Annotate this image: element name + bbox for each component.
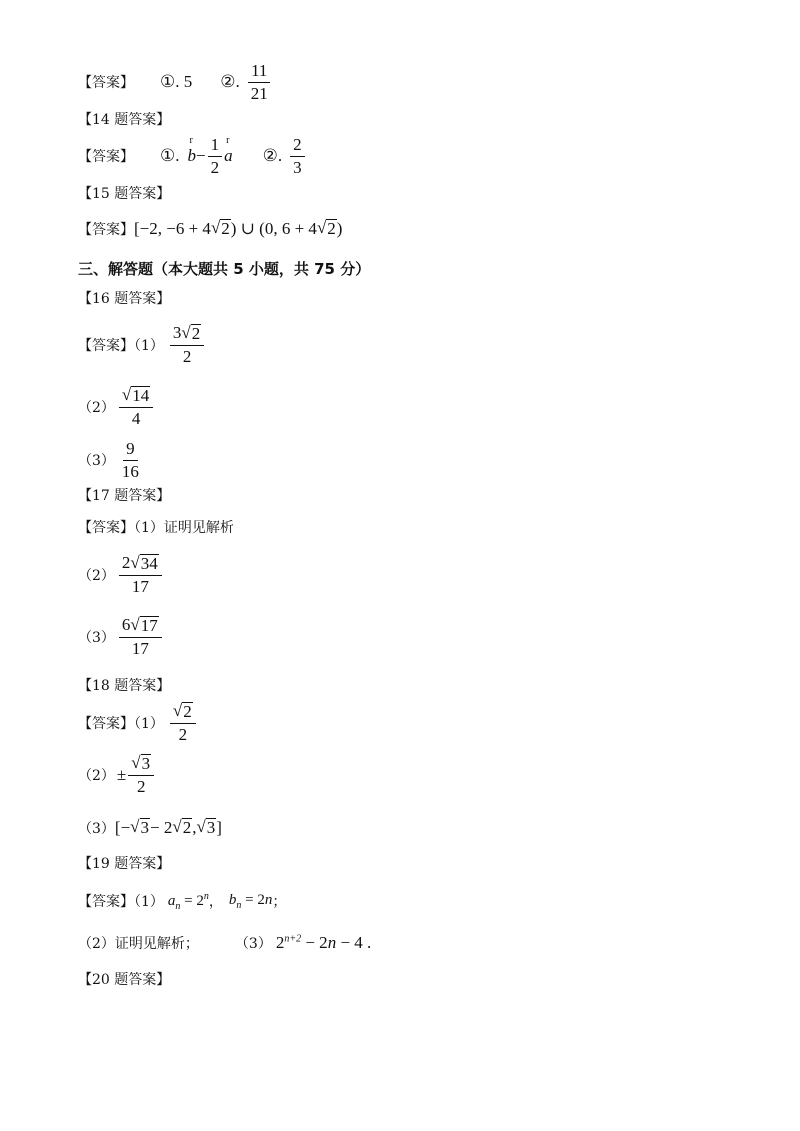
vector-a: r a	[224, 135, 233, 165]
fraction: √ 3 2	[128, 754, 154, 797]
sqrt: √ 3	[130, 817, 150, 838]
fraction: $\frac{1}{2}$	[208, 136, 223, 177]
fraction: $\frac{2}{3}$	[290, 136, 305, 177]
answer-17-3: （3） 6 √ 17 17	[78, 614, 164, 660]
question-heading-14: 【14 题答案】	[78, 112, 171, 128]
section-title: 三、解答题（本大题共 5 小题，共 75 分）	[78, 259, 371, 278]
answer-16-3: （3） $\frac{9}{16}$	[78, 438, 144, 482]
answer-15: 【答案】 [−2, −6 + 4 √ 2 ) ∪ (0, 6 + 4 √ 2 )	[78, 218, 343, 239]
answer-17-2: （2） 2 √ 34 17	[78, 552, 164, 598]
question-heading-17: 【17 题答案】	[78, 488, 171, 504]
answer-14: 【答案】 ①. r b − $\frac{1}{2}$ r a ②. $\frac{2}{3}$	[78, 134, 307, 178]
answer-18-2: （2） ± √ 3 2	[78, 752, 156, 798]
fraction: 3 √ 2 2	[170, 324, 204, 367]
answer-19-1: 【答案】（1） $a_n = 2^n$ ， $b_n = 2n$ ；	[78, 890, 287, 912]
answer-19-2-3: （2）证明见解析； （3） $2^{n+2} - 2n - 4$ .	[78, 933, 372, 952]
fraction: $\frac{9}{16}$	[121, 438, 139, 481]
question-heading-19: 【19 题答案】	[78, 856, 171, 872]
answer-18-1: 【答案】（1） √ 2 2	[78, 700, 198, 746]
answer-13	[78, 60, 273, 104]
answer-label: 【答案】	[78, 149, 134, 165]
formula-sum: $2^{n+2} - 2n - 4$ .	[275, 933, 372, 952]
sqrt: √ 2	[210, 218, 230, 239]
answer-part-2-label: ②.	[220, 72, 240, 91]
vector-b: r b	[187, 135, 196, 165]
question-heading-18: 【18 题答案】	[78, 678, 171, 694]
fraction: $\frac{11}{21}$	[248, 62, 271, 103]
formula-b-n: $b_n = 2n$	[228, 891, 273, 911]
answer-label: 【答案】	[78, 75, 134, 91]
fraction: 2 √ 34 17	[119, 554, 162, 597]
fraction: √ 2 2	[170, 702, 196, 745]
answer-18-3: （3） [− √ 3 − 2 √ 2 , √ 3 ]	[78, 817, 222, 838]
sqrt: √ 2	[172, 817, 192, 838]
sqrt: √ 3	[196, 817, 216, 838]
formula-a-n: $a_n = 2^n$	[167, 890, 209, 912]
answer-17-1: 【答案】（1）证明见解析	[78, 520, 234, 536]
answer-part-1: ①. 5	[160, 72, 193, 91]
sqrt: √ 2	[316, 218, 336, 239]
question-heading-20: 【20 题答案】	[78, 972, 171, 988]
fraction: 6 √ 17 17	[119, 616, 162, 659]
question-heading-16: 【16 题答案】	[78, 291, 171, 307]
fraction: √ 14 4	[119, 386, 153, 429]
answer-16-1: 【答案】（1） 3 √ 2 2	[78, 322, 206, 368]
question-heading-15: 【15 题答案】	[78, 186, 171, 202]
answer-16-2: （2） √ 14 4	[78, 384, 155, 430]
